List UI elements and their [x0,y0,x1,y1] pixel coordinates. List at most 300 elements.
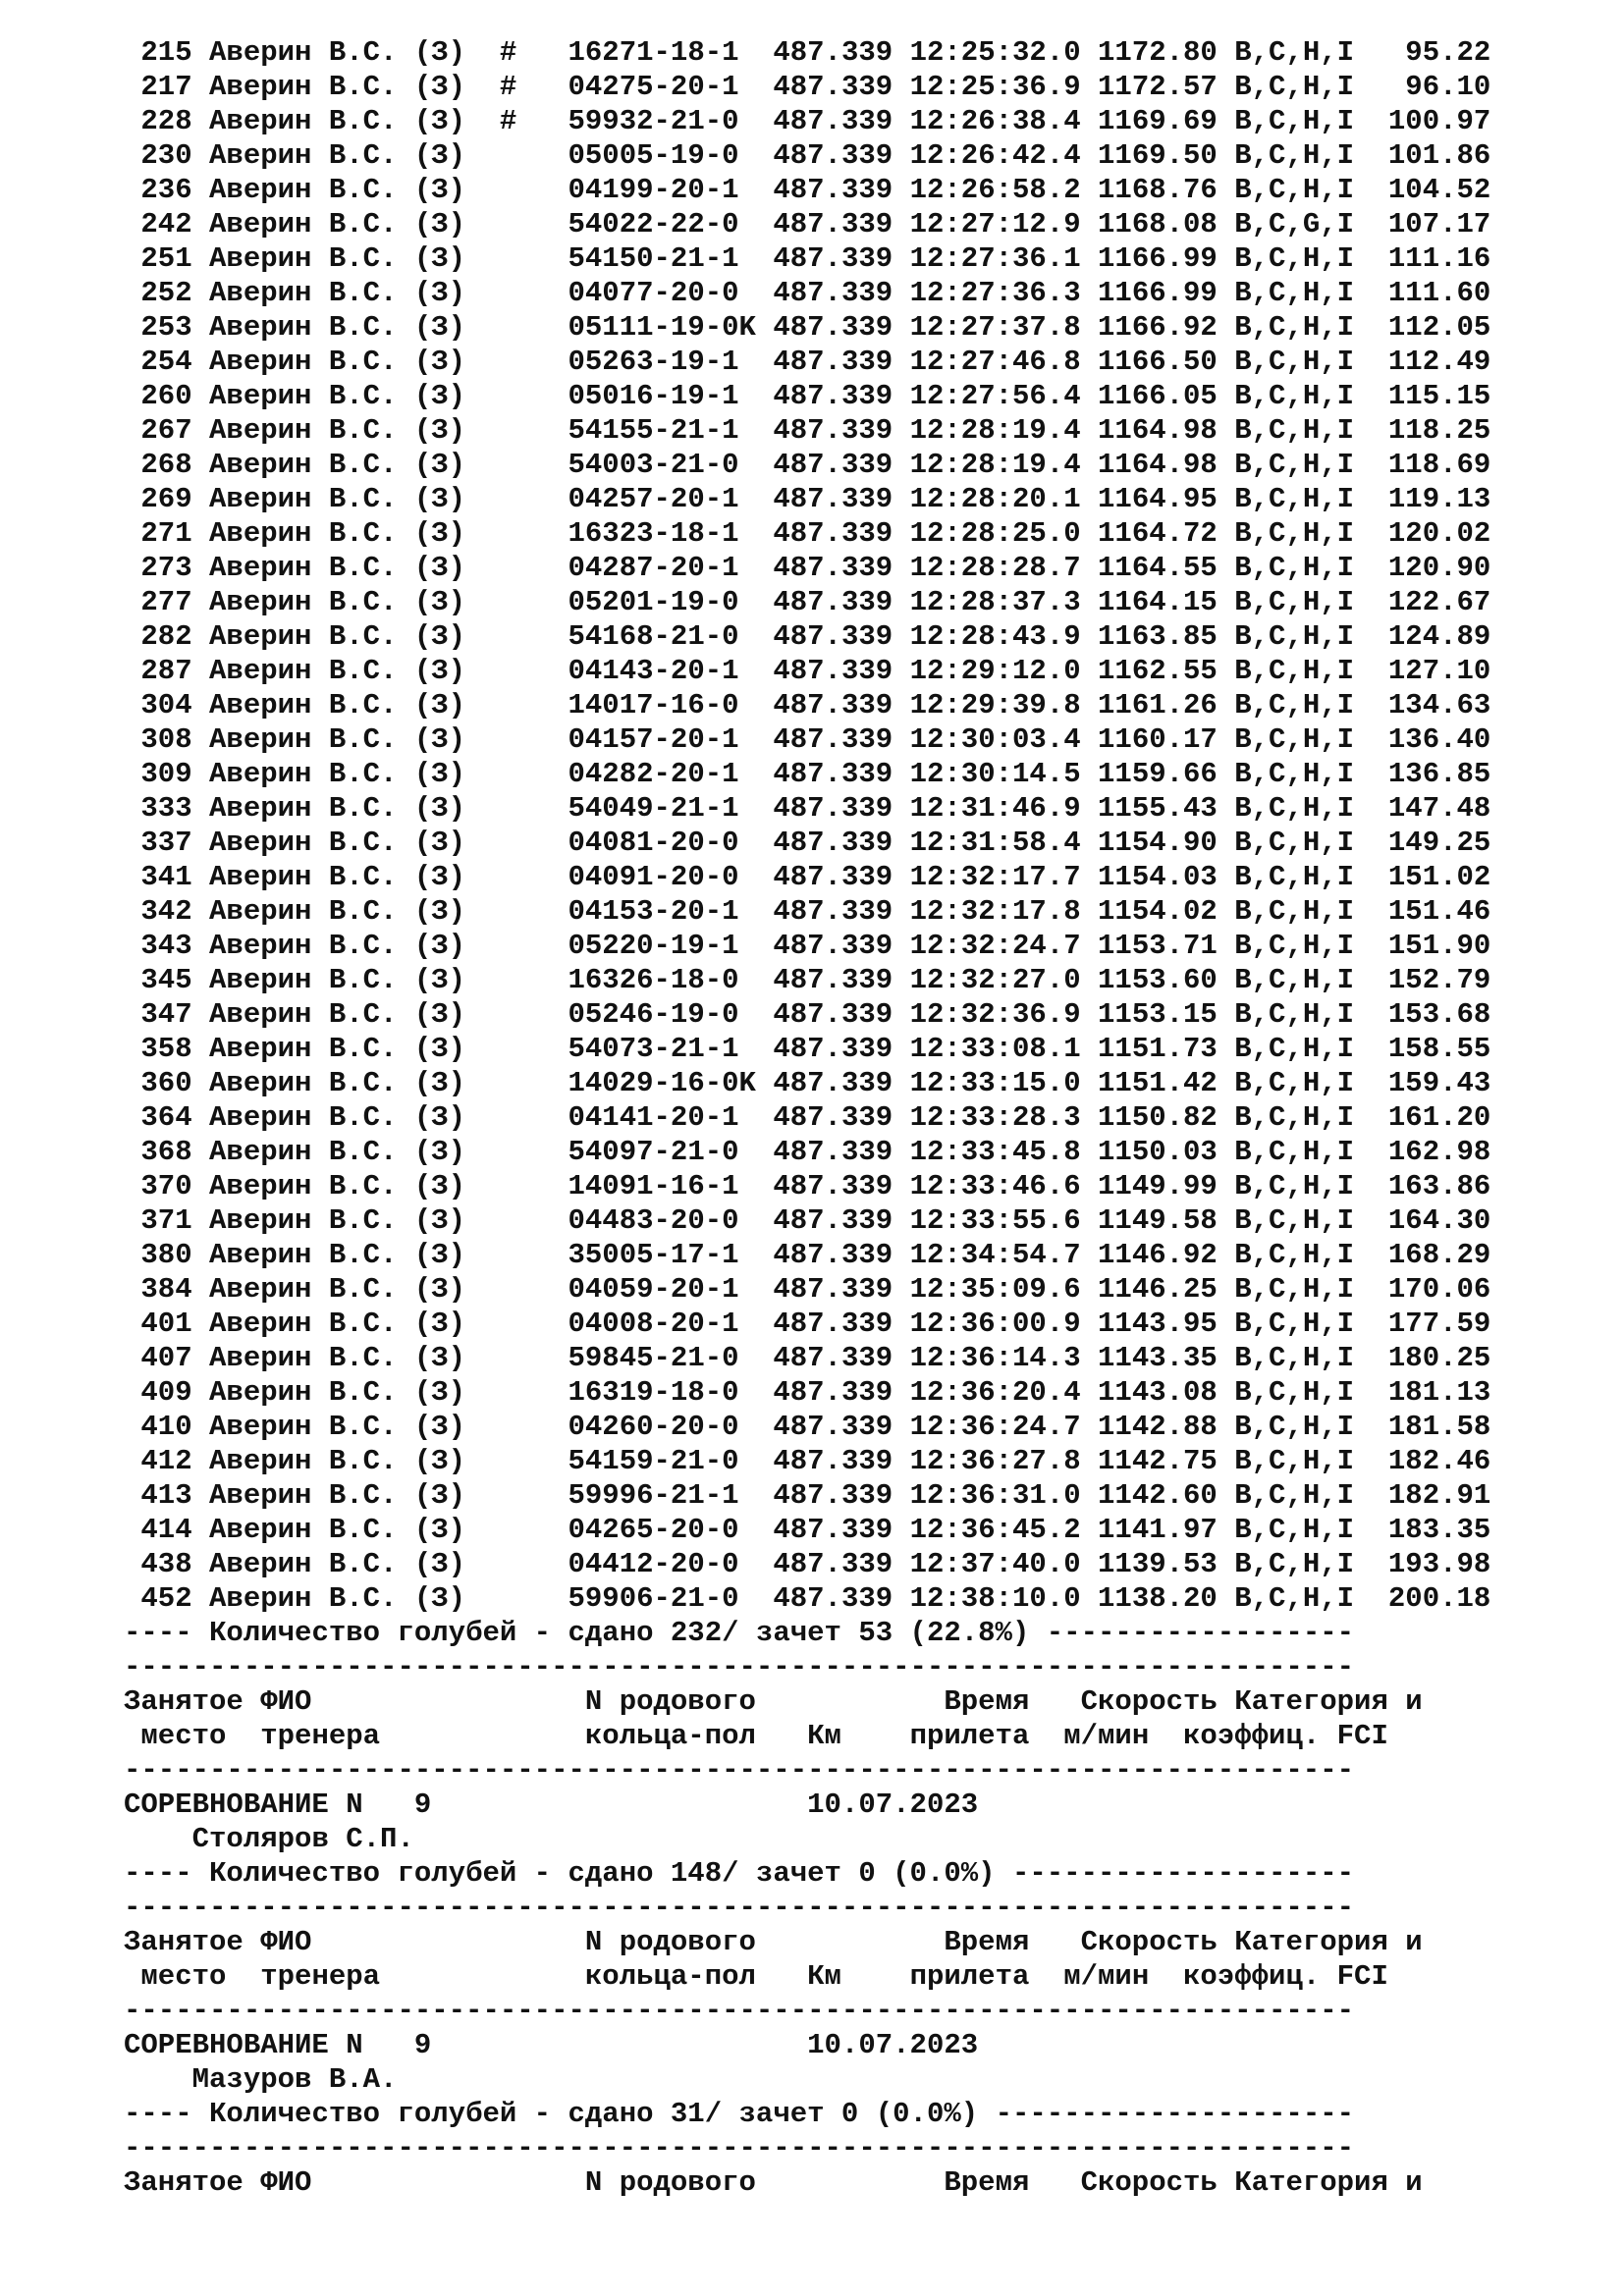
ring-cell: 04091-20-0 [568,861,774,893]
trainer-cell: Аверин В.С. [209,655,414,687]
time-cell: 12:32:27.0 [909,964,1099,996]
km-cell: 487.339 [773,552,910,584]
col-ring-label: N родового [584,1926,945,1958]
km-cell: 487.339 [773,1479,910,1512]
place-cell: 414 [124,1514,210,1546]
speed-cell: 1172.80 [1098,36,1235,69]
table-row [124,619,1616,654]
km-cell: 487.339 [773,277,910,309]
mark-cell [500,620,568,653]
mark-cell: # [499,105,568,137]
ring-cell: 54073-21-1 [568,1033,774,1065]
time-cell: 12:36:31.0 [909,1479,1099,1512]
trainer-cell: Аверин В.С. [209,758,414,790]
trainer-cell: Аверин В.С. [209,620,414,653]
table-row [124,1203,1616,1238]
region-cell: (З) [413,930,500,962]
place-cell: 358 [124,1033,210,1065]
km-cell: 487.339 [773,1445,910,1477]
speed-cell: 1146.92 [1098,1239,1235,1271]
trainer-cell: Аверин В.С. [209,208,414,240]
ring-cell: 04153-20-1 [568,895,774,928]
time-cell: 12:26:38.4 [909,105,1099,137]
col-time-label: Время [944,1685,1081,1718]
trainer-cell: Аверин В.С. [209,895,414,928]
trainer-cell: Аверин В.С. [209,1376,414,1409]
category-cell: B,C,H,I [1234,930,1372,962]
trainer-cell: Аверин В.С. [209,1514,414,1546]
time-cell: 12:36:27.8 [909,1445,1099,1477]
km-cell: 487.339 [773,792,910,825]
trainer-cell: Аверин В.С. [209,1479,414,1512]
place-cell: 260 [124,380,210,412]
km-cell: 487.339 [773,1582,910,1615]
col-time-label: прилета [909,1720,1064,1752]
region-cell: (З) [413,758,500,790]
trainer-cell: Аверин В.С. [209,1170,414,1202]
region-cell: (З) [413,277,500,309]
summary-line: ---- Количество голубей - сдано 232/ зачет 53 (22.8%) ------------------ [124,1617,1355,1649]
table-row [124,688,1616,722]
speed-cell: 1166.05 [1098,380,1235,412]
table-row [124,860,1616,894]
time-cell: 12:31:58.4 [909,827,1099,859]
table-row [124,1513,1616,1547]
category-cell: B,C,H,I [1234,586,1372,618]
speed-cell: 1149.99 [1098,1170,1235,1202]
km-cell: 487.339 [773,620,910,653]
trainer-cell: Аверин В.С. [209,242,414,275]
ring-cell: 04287-20-1 [568,552,774,584]
coef-cell: 183.35 [1371,1514,1491,1546]
speed-cell: 1166.99 [1098,277,1235,309]
place-cell: 242 [124,208,210,240]
col-name-label: ФИО [260,1926,585,1958]
ring-cell: 05111-19-0K [568,311,774,344]
region-cell: (З) [413,895,500,928]
km-cell: 487.339 [773,1204,910,1237]
speed-cell: 1153.71 [1098,930,1235,962]
trainer-line [124,2062,1616,2097]
mark-cell [500,1033,568,1065]
competition-title [124,1788,1616,1822]
region-cell: (З) [413,689,500,721]
time-cell: 12:33:55.6 [909,1204,1099,1237]
category-cell: B,C,H,I [1234,1514,1372,1546]
ring-cell: 14017-16-0 [568,689,774,721]
category-cell: B,C,H,I [1234,517,1372,550]
time-cell: 12:28:28.7 [909,552,1099,584]
mark-cell [500,895,568,928]
place-cell: 341 [124,861,210,893]
km-cell: 487.339 [773,1273,910,1306]
col-time-label: Время [944,1926,1081,1958]
table-row [124,1547,1616,1581]
mark-cell [500,1376,568,1409]
place-cell: 409 [124,1376,210,1409]
km-cell: 487.339 [773,861,910,893]
speed-cell: 1138.20 [1098,1582,1235,1615]
time-cell: 12:32:24.7 [909,930,1099,962]
time-cell: 12:36:20.4 [909,1376,1099,1409]
ring-cell: 05263-19-1 [568,346,774,378]
speed-cell: 1164.15 [1098,586,1235,618]
speed-cell: 1164.95 [1098,483,1235,515]
place-cell: 267 [124,414,210,447]
coef-cell: 181.13 [1371,1376,1491,1409]
trainer-cell: Аверин В.С. [209,139,414,172]
time-cell: 12:32:17.7 [909,861,1099,893]
table-row [124,1410,1616,1444]
km-cell: 487.339 [773,1033,910,1065]
table-row [124,722,1616,757]
place-cell: 304 [124,689,210,721]
speed-cell: 1169.69 [1098,105,1235,137]
place-cell: 410 [124,1411,210,1443]
km-cell: 487.339 [773,105,910,137]
place-cell: 253 [124,311,210,344]
region-cell: (З) [413,1033,500,1065]
place-cell: 413 [124,1479,210,1512]
speed-cell: 1146.25 [1098,1273,1235,1306]
coef-cell: 182.46 [1371,1445,1491,1477]
speed-cell: 1154.90 [1098,827,1235,859]
place-cell: 268 [124,449,210,481]
mark-cell [500,998,568,1031]
ring-cell: 04282-20-1 [568,758,774,790]
divider: ------------------------------------------------------------------------ [124,2132,1355,2164]
region-cell: (З) [413,449,500,481]
time-cell: 12:36:45.2 [909,1514,1099,1546]
coef-cell: 151.46 [1371,895,1491,928]
trainer-cell: Аверин В.С. [209,1582,414,1615]
place-cell: 287 [124,655,210,687]
col-place-label: Занятое [124,2166,261,2199]
trainer-cell: Аверин В.С. [209,1308,414,1340]
mark-cell [500,1514,568,1546]
region-cell: (З) [413,586,500,618]
table-row [124,1444,1616,1478]
ring-cell: 54155-21-1 [568,414,774,447]
col-name-label: ФИО [260,1685,585,1718]
coef-cell: 115.15 [1371,380,1491,412]
table-row [124,894,1616,929]
ring-cell: 04143-20-1 [568,655,774,687]
speed-cell: 1163.85 [1098,620,1235,653]
place-cell: 277 [124,586,210,618]
time-cell: 12:38:10.0 [909,1582,1099,1615]
region-cell: (З) [413,517,500,550]
coef-cell: 180.25 [1371,1342,1491,1374]
km-cell: 487.339 [773,174,910,206]
mark-cell [500,689,568,721]
coef-cell: 151.90 [1371,930,1491,962]
coef-cell: 112.49 [1371,346,1491,378]
km-cell: 487.339 [773,1514,910,1546]
ring-cell: 59932-21-0 [568,105,774,137]
coef-cell: 162.98 [1371,1136,1491,1168]
place-cell: 228 [124,105,210,137]
region-cell: (З) [413,105,500,137]
col-ring-label: N родового [584,1685,945,1718]
competition-date: 10.07.2023 [807,1789,979,1821]
time-cell: 12:33:08.1 [909,1033,1099,1065]
coef-cell: 111.60 [1371,277,1491,309]
region-cell: (З) [413,71,500,103]
region-cell: (З) [413,1411,500,1443]
table-row [124,1272,1616,1307]
coef-cell: 159.43 [1371,1067,1491,1099]
mark-cell [500,1582,568,1615]
mark-cell [500,208,568,240]
trainer-cell: Аверин В.С. [209,827,414,859]
category-cell: B,C,H,I [1234,1033,1372,1065]
region-cell: (З) [413,242,500,275]
table-row [124,1169,1616,1203]
km-cell: 487.339 [773,998,910,1031]
ring-cell: 04260-20-0 [568,1411,774,1443]
ring-cell: 54097-21-0 [568,1136,774,1168]
ring-cell: 04275-20-1 [568,71,774,103]
time-cell: 12:37:40.0 [909,1548,1099,1580]
mark-cell [500,1548,568,1580]
speed-cell: 1168.08 [1098,208,1235,240]
place-cell: 401 [124,1308,210,1340]
col-name-label: тренера [260,1960,585,1993]
trainer-cell: Аверин В.С. [209,964,414,996]
coef-cell: 151.02 [1371,861,1491,893]
col-place-label: место [124,1720,261,1752]
ring-cell: 54168-21-0 [568,620,774,653]
ring-cell: 16319-18-0 [568,1376,774,1409]
place-cell: 271 [124,517,210,550]
time-cell: 12:25:32.0 [909,36,1099,69]
mark-cell [500,1204,568,1237]
competition-label: СОРЕВНОВАНИЕ N [124,2029,414,2061]
mark-cell [500,930,568,962]
col-name-label: тренера [260,1720,585,1752]
speed-cell: 1168.76 [1098,174,1235,206]
speed-cell: 1154.02 [1098,895,1235,928]
km-cell: 487.339 [773,1376,910,1409]
column-header-row [124,2165,1616,2200]
speed-cell: 1162.55 [1098,655,1235,687]
ring-cell: 04081-20-0 [568,827,774,859]
category-cell: B,C,H,I [1234,1411,1372,1443]
table-row [124,1238,1616,1272]
mark-cell [500,483,568,515]
trainer-cell: Аверин В.С. [209,1548,414,1580]
time-cell: 12:35:09.6 [909,1273,1099,1306]
table-row [124,482,1616,516]
region-cell: (З) [413,1170,500,1202]
table-row [124,1100,1616,1135]
speed-cell: 1142.60 [1098,1479,1235,1512]
speed-cell: 1153.15 [1098,998,1235,1031]
table-row [124,379,1616,413]
speed-cell: 1151.73 [1098,1033,1235,1065]
mark-cell [500,861,568,893]
column-header-row [124,1925,1616,1959]
mark-cell [500,414,568,447]
competition-number: 9 [413,1789,808,1821]
place-cell: 384 [124,1273,210,1306]
table-row [124,516,1616,551]
km-cell: 487.339 [773,71,910,103]
col-time-label: прилета [909,1960,1064,1993]
category-cell: B,C,H,I [1234,139,1372,172]
category-cell: B,C,H,I [1234,380,1372,412]
table-row [124,963,1616,997]
km-cell: 487.339 [773,1342,910,1374]
trainer-cell: Аверин В.С. [209,346,414,378]
time-cell: 12:36:24.7 [909,1411,1099,1443]
region-cell: (З) [413,414,500,447]
speed-cell: 1159.66 [1098,758,1235,790]
col-place-label: место [124,1960,261,1993]
km-cell: 487.339 [773,930,910,962]
mark-cell [500,723,568,756]
coef-cell: 158.55 [1371,1033,1491,1065]
coef-cell: 149.25 [1371,827,1491,859]
time-cell: 12:28:20.1 [909,483,1099,515]
mark-cell [500,827,568,859]
trainer-name: Мазуров В.А. [191,2063,398,2096]
speed-cell: 1150.82 [1098,1101,1235,1134]
category-cell: B,C,H,I [1234,1136,1372,1168]
place-cell: 452 [124,1582,210,1615]
coef-cell: 153.68 [1371,998,1491,1031]
place-cell: 412 [124,1445,210,1477]
coef-cell: 118.25 [1371,414,1491,447]
coef-cell: 136.85 [1371,758,1491,790]
coef-cell: 193.98 [1371,1548,1491,1580]
region-cell: (З) [413,1136,500,1168]
mark-cell [500,1239,568,1271]
table-row [124,826,1616,860]
speed-cell: 1141.97 [1098,1514,1235,1546]
category-cell: B,C,H,I [1234,1548,1372,1580]
category-cell: B,C,H,I [1234,1342,1372,1374]
table-row [124,585,1616,619]
coef-cell: 112.05 [1371,311,1491,344]
col-speed-label: Скорость [1080,1926,1235,1958]
trainer-cell: Аверин В.С. [209,723,414,756]
mark-cell [500,517,568,550]
category-cell: B,C,H,I [1234,1445,1372,1477]
region-cell: (З) [413,1067,500,1099]
competition-title [124,2028,1616,2062]
speed-cell: 1154.03 [1098,861,1235,893]
mark-cell [500,1101,568,1134]
region-cell: (З) [413,1582,500,1615]
km-cell: 487.339 [773,208,910,240]
time-cell: 12:28:43.9 [909,620,1099,653]
place-cell: 252 [124,277,210,309]
trainer-cell: Аверин В.С. [209,1136,414,1168]
km-cell: 487.339 [773,139,910,172]
time-cell: 12:26:58.2 [909,174,1099,206]
ring-cell: 59845-21-0 [568,1342,774,1374]
speed-cell: 1166.99 [1098,242,1235,275]
trainer-cell: Аверин В.С. [209,1342,414,1374]
summary-text: Количество голубей - сдано 31/ зачет 0 (0.0%) [191,2098,996,2130]
km-cell: 487.339 [773,346,910,378]
mark-cell [500,1067,568,1099]
category-cell: B,C,H,I [1234,620,1372,653]
coef-cell: 182.91 [1371,1479,1491,1512]
region-cell: (З) [413,1101,500,1134]
category-cell: B,C,H,I [1234,1479,1372,1512]
time-cell: 12:30:03.4 [909,723,1099,756]
region-cell: (З) [413,208,500,240]
category-cell: B,C,H,I [1234,655,1372,687]
trainer-cell: Аверин В.С. [209,414,414,447]
region-cell: (З) [413,139,500,172]
region-cell: (З) [413,1239,500,1271]
competition-date: 10.07.2023 [807,2029,979,2061]
mark-cell [500,1170,568,1202]
place-cell: 251 [124,242,210,275]
km-cell: 487.339 [773,517,910,550]
coef-cell: 168.29 [1371,1239,1491,1271]
mark-cell [500,380,568,412]
coef-cell: 96.10 [1371,71,1491,103]
summary-line: ---- Количество голубей - сдано 31/ зачет 0 (0.0%) --------------------- [124,2098,1355,2130]
place-cell: 438 [124,1548,210,1580]
km-cell: 487.339 [773,242,910,275]
category-cell: B,C,H,I [1234,1273,1372,1306]
trainer-cell: Аверин В.С. [209,277,414,309]
speed-cell: 1155.43 [1098,792,1235,825]
ring-cell: 04157-20-1 [568,723,774,756]
region-cell: (З) [413,1445,500,1477]
speed-cell: 1164.55 [1098,552,1235,584]
table-row [124,757,1616,791]
ring-cell: 59906-21-0 [568,1582,774,1615]
mark-cell [500,277,568,309]
region-cell: (З) [413,311,500,344]
category-cell: B,C,H,I [1234,1204,1372,1237]
ring-cell: 04008-20-1 [568,1308,774,1340]
ring-cell: 35005-17-1 [568,1239,774,1271]
time-cell: 12:36:14.3 [909,1342,1099,1374]
place-cell: 368 [124,1136,210,1168]
speed-cell: 1164.98 [1098,449,1235,481]
ring-cell: 05201-19-0 [568,586,774,618]
time-cell: 12:32:36.9 [909,998,1099,1031]
speed-cell: 1169.50 [1098,139,1235,172]
region-cell: (З) [413,380,500,412]
ring-cell: 04059-20-1 [568,1273,774,1306]
km-cell: 487.339 [773,586,910,618]
trainer-cell: Аверин В.С. [209,792,414,825]
ring-cell: 16271-18-1 [568,36,774,69]
table-row [124,173,1616,207]
col-ring-label: кольца-пол [584,1960,808,1993]
trainer-cell: Аверин В.С. [209,449,414,481]
place-cell: 364 [124,1101,210,1134]
coef-cell: 200.18 [1371,1582,1491,1615]
category-cell: B,C,H,I [1234,689,1372,721]
col-speed-label: м/мин [1063,1720,1184,1752]
col-km-label: Км [807,1720,910,1752]
time-cell: 12:33:45.8 [909,1136,1099,1168]
col-category-label: Категория и [1234,1685,1423,1718]
col-speed-label: Скорость [1080,1685,1235,1718]
ring-cell: 14091-16-1 [568,1170,774,1202]
category-cell: B,C,H,I [1234,758,1372,790]
